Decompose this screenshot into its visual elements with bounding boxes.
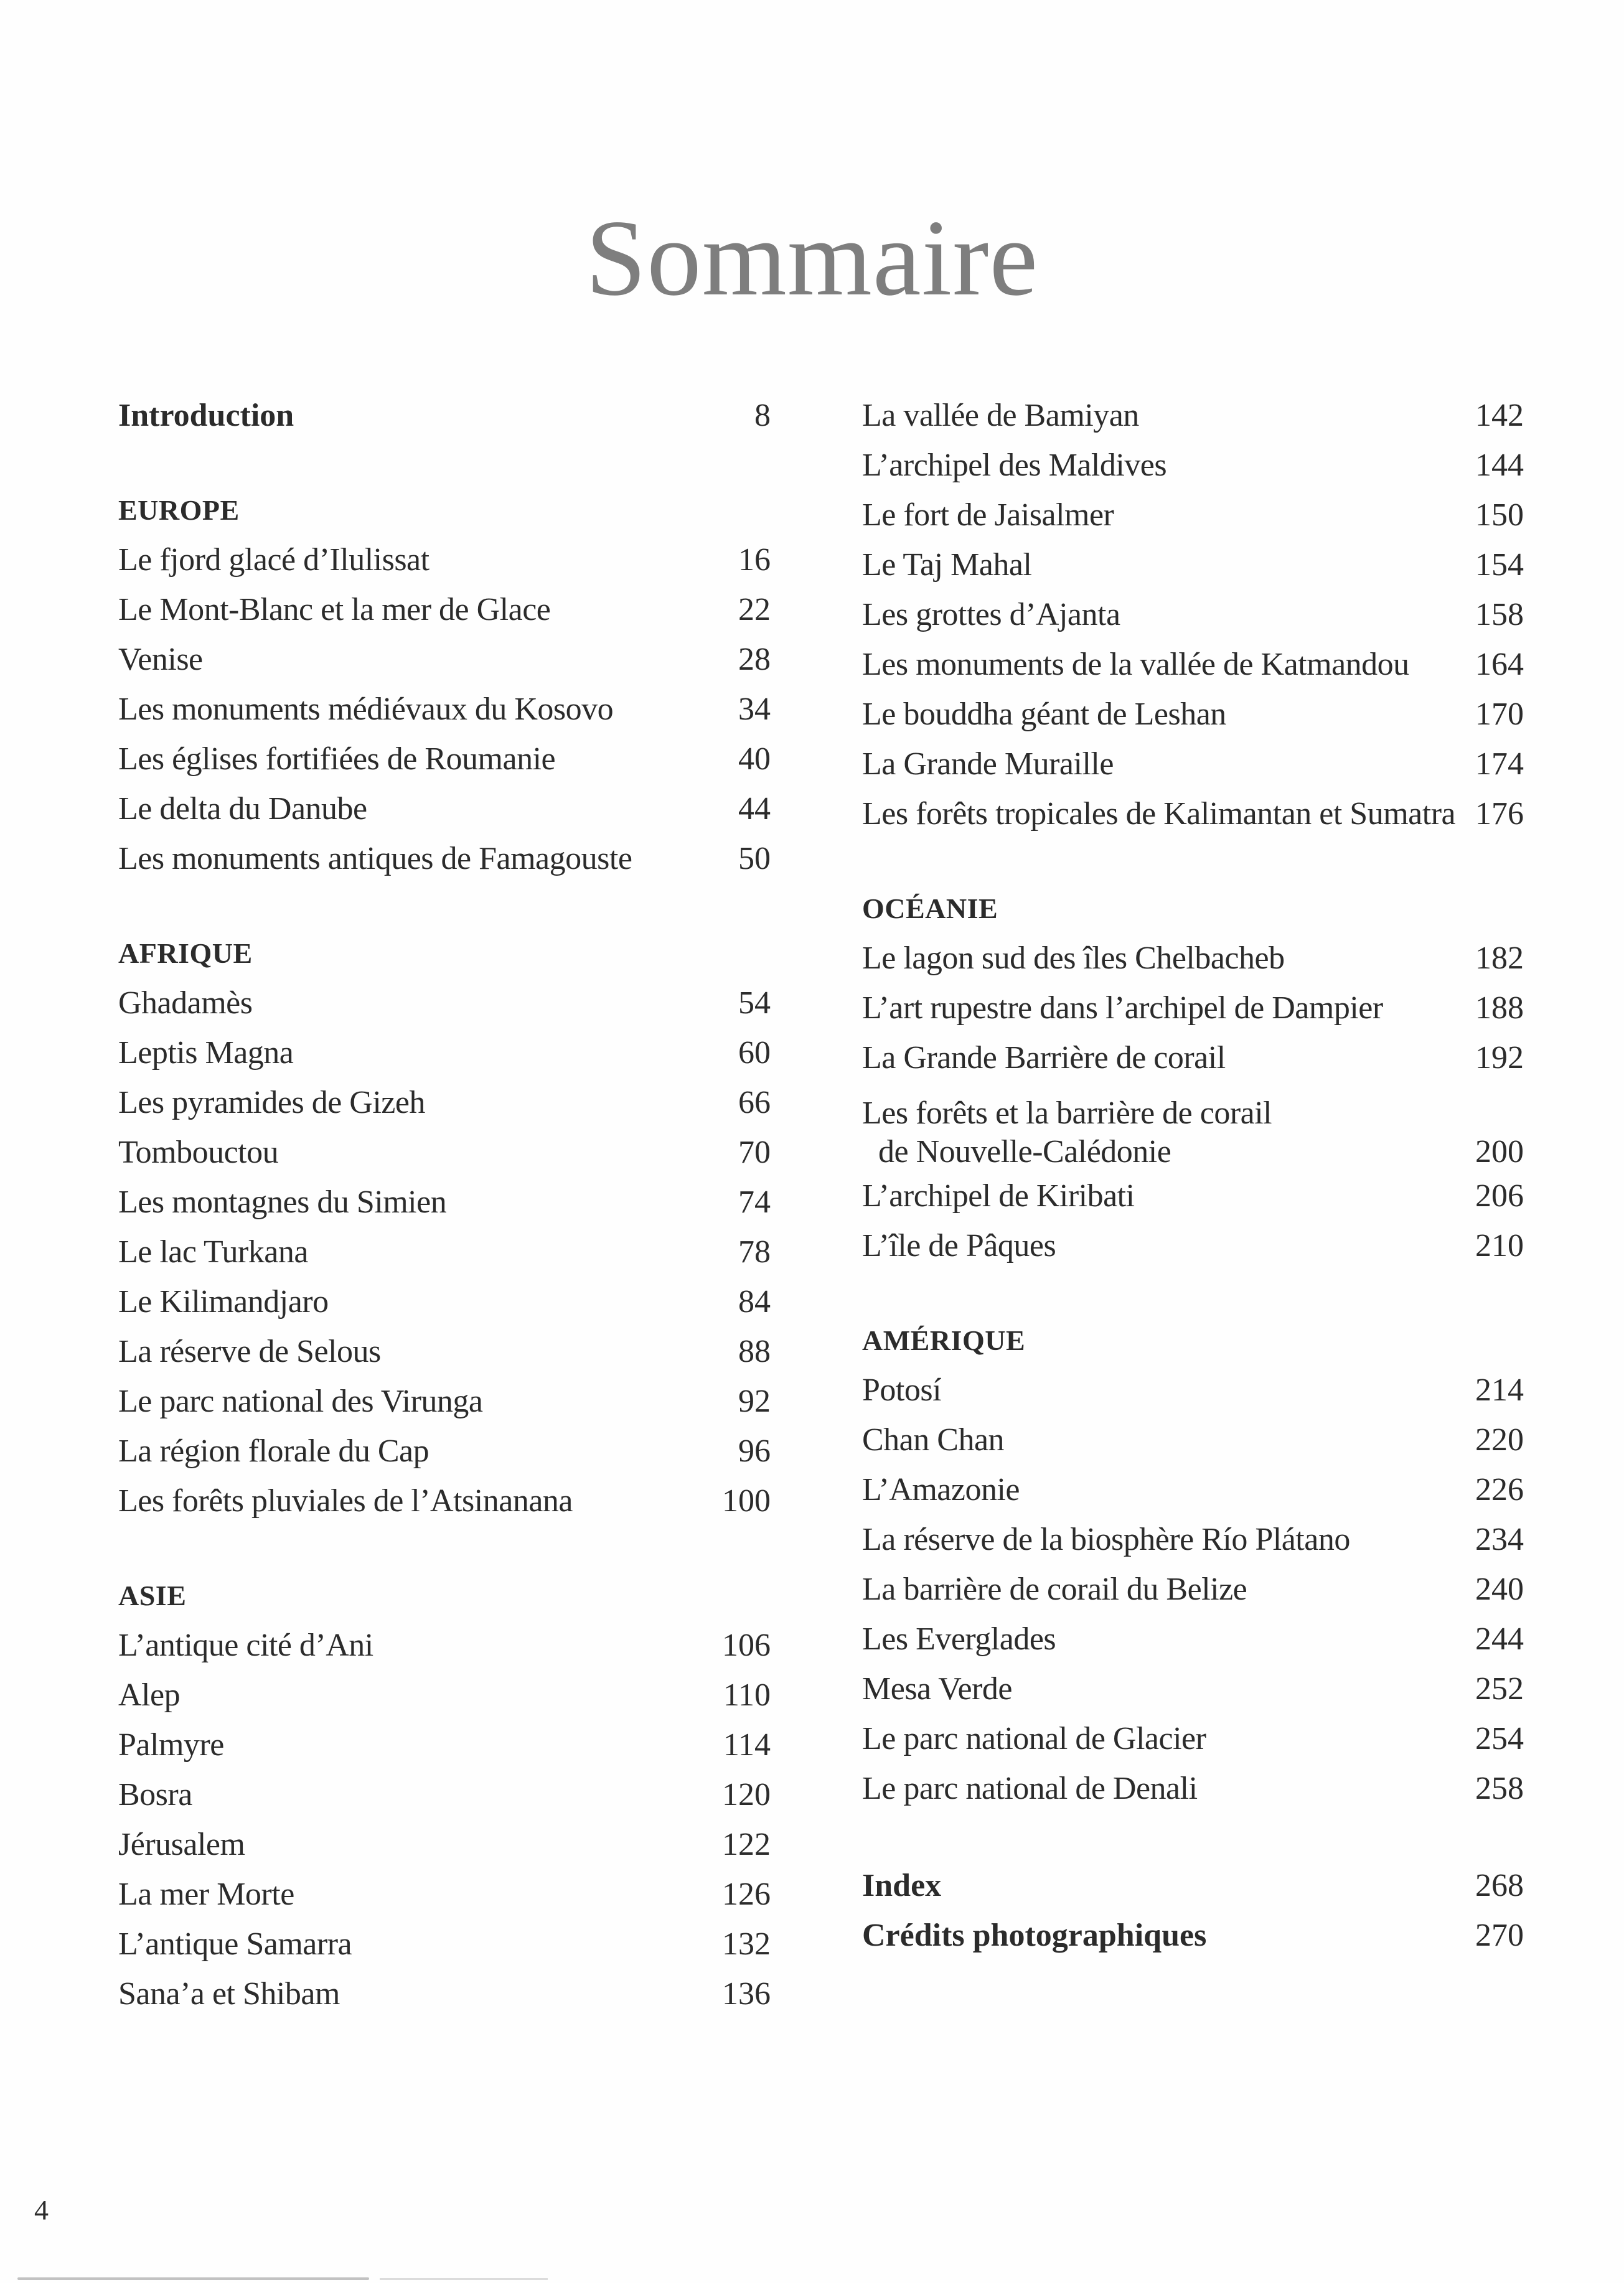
toc-entry (118, 1476, 771, 1526)
toc-entry (862, 1033, 1524, 1083)
entry-label: Le bouddha géant de Leshan (862, 696, 1226, 732)
toc-entry-index (862, 1861, 1524, 1911)
entry-label (862, 1085, 1272, 1171)
entry-label: L’art rupestre dans l’archipel de Dampier (862, 990, 1383, 1026)
toc-entry (118, 1178, 771, 1227)
entry-label: Mesa Verde (862, 1671, 1012, 1707)
entry-page-number: 110 (723, 1677, 771, 1713)
entry-label: La Grande Muraille (862, 746, 1114, 782)
toc-entry (118, 1870, 771, 1920)
entry-label: Tombouctou (118, 1135, 279, 1170)
entry-page-number: 252 (1475, 1671, 1524, 1707)
entry-page-number: 88 (738, 1334, 771, 1369)
toc-entry (118, 1377, 771, 1427)
toc-entry (862, 789, 1524, 839)
entry-label: Ghadamès (118, 985, 253, 1021)
entry-page-number: 78 (738, 1234, 771, 1270)
entry-page-number: 144 (1475, 448, 1524, 483)
entry-label: Les forêts pluviales de l’Atsinanana (118, 1483, 573, 1519)
section-heading-asie (118, 1571, 771, 1621)
scan-edge-artifact (17, 2277, 369, 2280)
entry-page-number: 120 (722, 1777, 771, 1812)
toc-entry (118, 1671, 771, 1720)
entry-page-number: 226 (1475, 1472, 1524, 1507)
entry-page-number: 132 (722, 1926, 771, 1962)
entry-label: Palmyre (118, 1727, 224, 1763)
entry-label: La vallée de Bamiyan (862, 398, 1139, 433)
entry-label: L’antique Samarra (118, 1926, 352, 1962)
entry-page-number: 182 (1475, 940, 1524, 976)
entry-page-number: 170 (1475, 696, 1524, 732)
entry-label: La région florale du Cap (118, 1433, 429, 1469)
entry-label-line2: de Nouvelle-Calédonie (878, 1134, 1171, 1170)
toc-entry (118, 1820, 771, 1870)
entry-label: Le lac Turkana (118, 1234, 308, 1270)
entry-label: La réserve de Selous (118, 1334, 381, 1369)
entry-label: Le parc national des Virunga (118, 1384, 483, 1419)
entry-label: Jérusalem (118, 1827, 245, 1862)
toc-entry (118, 1720, 771, 1770)
entry-page-number: 122 (722, 1827, 771, 1862)
toc-entry (118, 585, 771, 635)
toc-entry (118, 1969, 771, 2019)
toc-entry (118, 1327, 771, 1377)
entry-page-number: 258 (1475, 1771, 1524, 1806)
entry-label: Les Everglades (862, 1621, 1056, 1657)
toc-entry (118, 1128, 771, 1178)
entry-page-number: 84 (738, 1284, 771, 1320)
entry-label: Le fjord glacé d’Ilulissat (118, 542, 429, 578)
entry-page-number: 54 (738, 985, 771, 1021)
entry-label: Les montagnes du Simien (118, 1184, 447, 1220)
toc-entry (118, 535, 771, 585)
section-heading-afrique (118, 929, 771, 978)
entry-page-number: 34 (738, 691, 771, 727)
toc-entry (118, 1770, 771, 1820)
entry-page-number: 192 (1475, 1040, 1524, 1076)
entry-label: Les monuments de la vallée de Katmandou (862, 647, 1409, 682)
entry-page-number: 142 (1475, 398, 1524, 433)
toc-entry (862, 1515, 1524, 1565)
toc-entry-credits (862, 1911, 1524, 1961)
entry-label: La barrière de corail du Belize (862, 1572, 1247, 1607)
entry-label: Les grottes d’Ajanta (862, 597, 1120, 632)
toc-entry-two-line (862, 1083, 1524, 1171)
toc-entry (862, 1764, 1524, 1814)
entry-page-number: 270 (1475, 1918, 1524, 1953)
entry-label-line1: Les forêts et la barrière de corail (862, 1095, 1272, 1131)
entry-page-number: 188 (1475, 990, 1524, 1026)
entry-page-number: 96 (738, 1433, 771, 1469)
entry-label: Index (862, 1868, 942, 1903)
entry-label: Les églises fortifiées de Roumanie (118, 741, 556, 777)
toc-entry (118, 1078, 771, 1128)
entry-label: Les forêts tropicales de Kalimantan et Sumatra (862, 796, 1456, 832)
section-heading-label: AMÉRIQUE (862, 1324, 1026, 1356)
entry-label: Le parc national de Glacier (862, 1721, 1206, 1756)
entry-page-number: 92 (738, 1384, 771, 1419)
toc-entry (118, 978, 771, 1028)
entry-label: Le Mont-Blanc et la mer de Glace (118, 592, 551, 627)
toc-entry (862, 1415, 1524, 1465)
entry-label: Potosí (862, 1372, 942, 1408)
toc-entry (118, 635, 771, 685)
page-title: Sommaire (585, 197, 1039, 319)
toc-entry (862, 1221, 1524, 1271)
entry-page-number: 66 (738, 1085, 771, 1120)
entry-page-number: 206 (1475, 1178, 1524, 1214)
entry-label: L’archipel de Kiribati (862, 1178, 1135, 1214)
toc-entry (862, 490, 1524, 540)
toc-entry (118, 1277, 771, 1327)
entry-page-number: 126 (722, 1877, 771, 1912)
toc-entry (862, 934, 1524, 983)
entry-page-number: 8 (754, 398, 771, 433)
entry-page-number: 22 (738, 592, 771, 627)
entry-page-number: 154 (1475, 547, 1524, 583)
toc-entry (862, 690, 1524, 739)
section-heading-label: EUROPE (118, 494, 240, 526)
entry-page-number: 16 (738, 542, 771, 578)
entry-label: La réserve de la biosphère Río Plátano (862, 1522, 1350, 1557)
section-heading-label: ASIE (118, 1580, 187, 1611)
entry-label: Le Kilimandjaro (118, 1284, 329, 1320)
toc-entry (118, 1920, 771, 1969)
entry-page-number: 106 (722, 1628, 771, 1663)
entry-page-number: 158 (1475, 597, 1524, 632)
entry-page-number: 136 (722, 1976, 771, 2012)
toc-entry (862, 1171, 1524, 1221)
entry-label: Sana’a et Shibam (118, 1976, 340, 2012)
toc-entry (862, 1615, 1524, 1664)
toc-entry (862, 983, 1524, 1033)
entry-label: L’île de Pâques (862, 1228, 1056, 1263)
entry-label: Bosra (118, 1777, 192, 1812)
toc-entry (118, 1427, 771, 1476)
entry-label: Les monuments antiques de Famagouste (118, 841, 632, 876)
section-heading-amerique (862, 1316, 1524, 1366)
entry-label: La mer Morte (118, 1877, 294, 1912)
entry-page-number: 60 (738, 1035, 771, 1071)
toc-entry (118, 1028, 771, 1078)
entry-label: Les pyramides de Gizeh (118, 1085, 425, 1120)
entry-label: L’archipel des Maldives (862, 448, 1167, 483)
entry-label: Le delta du Danube (118, 791, 367, 827)
entry-page-number: 50 (738, 841, 771, 876)
folio-page-number: 4 (34, 2194, 49, 2226)
entry-page-number: 210 (1475, 1228, 1524, 1263)
toc-entry (862, 1465, 1524, 1515)
toc-entry (118, 1227, 771, 1277)
toc-entry (862, 590, 1524, 640)
entry-label: Crédits photographiques (862, 1918, 1207, 1953)
toc-entry (862, 441, 1524, 490)
toc-column-left (118, 391, 771, 2019)
entry-label: Venise (118, 642, 203, 677)
toc-column-right (862, 391, 1524, 1961)
entry-page-number: 200 (1475, 1134, 1524, 1170)
entry-label: Chan Chan (862, 1422, 1005, 1458)
toc-entry (118, 1621, 771, 1671)
scan-edge-artifact (380, 2278, 548, 2280)
toc-entry (118, 834, 771, 884)
entry-label: L’antique cité d’Ani (118, 1628, 373, 1663)
entry-label: Introduction (118, 398, 294, 433)
entry-page-number: 240 (1475, 1572, 1524, 1607)
entry-page-number: 220 (1475, 1422, 1524, 1458)
entry-label: Alep (118, 1677, 181, 1713)
toc-entry (118, 734, 771, 784)
entry-page-number: 214 (1475, 1372, 1524, 1408)
toc-entry-introduction (118, 391, 771, 441)
entry-page-number: 44 (738, 791, 771, 827)
entry-page-number: 70 (738, 1135, 771, 1170)
section-heading-oceanie (862, 884, 1524, 934)
entry-page-number: 176 (1475, 796, 1524, 832)
entry-page-number: 268 (1475, 1868, 1524, 1903)
entry-page-number: 244 (1475, 1621, 1524, 1657)
entry-page-number: 234 (1475, 1522, 1524, 1557)
toc-entry (862, 540, 1524, 590)
entry-label: Le parc national de Denali (862, 1771, 1198, 1806)
entry-label: L’Amazonie (862, 1472, 1020, 1507)
entry-label: Les monuments médiévaux du Kosovo (118, 691, 614, 727)
toc-entry (862, 1565, 1524, 1615)
section-heading-europe (118, 485, 771, 535)
entry-label: La Grande Barrière de corail (862, 1040, 1226, 1076)
toc-entry (862, 739, 1524, 789)
entry-page-number: 164 (1475, 647, 1524, 682)
entry-page-number: 150 (1475, 497, 1524, 533)
entry-page-number: 28 (738, 642, 771, 677)
entry-page-number: 40 (738, 741, 771, 777)
toc-entry (118, 784, 771, 834)
entry-label: Le lagon sud des îles Chelbacheb (862, 940, 1285, 976)
entry-label: Leptis Magna (118, 1035, 294, 1071)
entry-page-number: 254 (1475, 1721, 1524, 1756)
entry-page-number: 100 (722, 1483, 771, 1519)
section-heading-label: AFRIQUE (118, 937, 253, 969)
toc-entry (862, 1714, 1524, 1764)
entry-page-number: 114 (723, 1727, 771, 1763)
toc-entry (862, 640, 1524, 690)
entry-label: Le Taj Mahal (862, 547, 1032, 583)
toc-entry (118, 685, 771, 734)
toc-entry (862, 1366, 1524, 1415)
toc-entry (862, 391, 1524, 441)
toc-entry (862, 1664, 1524, 1714)
entry-label: Le fort de Jaisalmer (862, 497, 1114, 533)
section-heading-label: OCÉANIE (862, 893, 998, 924)
entry-page-number: 174 (1475, 746, 1524, 782)
entry-page-number: 74 (738, 1184, 771, 1220)
